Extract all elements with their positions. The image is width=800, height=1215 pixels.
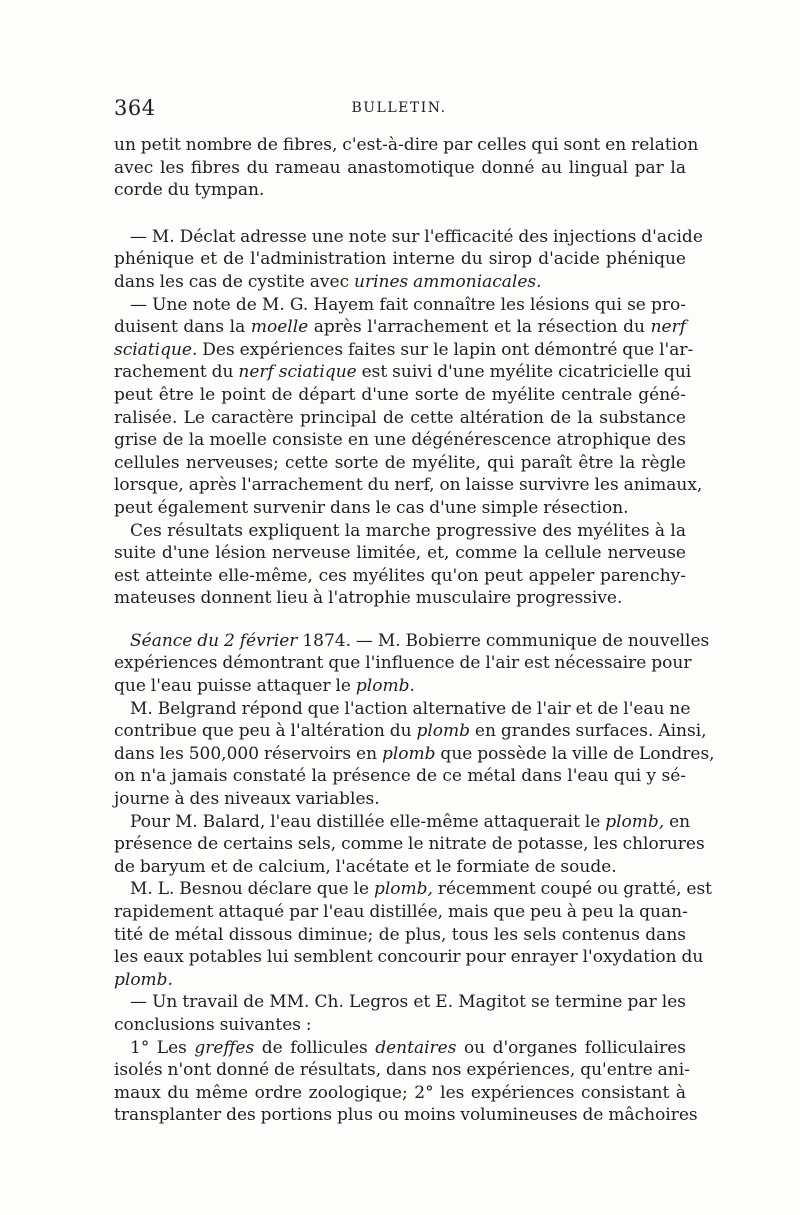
text-line: — Une note de M. G. Hayem fait connaître les lésions qui se pro- — [130, 294, 686, 315]
text-line: isolés n'ont donné de résultats, dans nos expériences, qu'entre ani- — [114, 1060, 690, 1081]
text-line: conclusions suivantes : — [114, 1014, 312, 1035]
body-text — [114, 134, 715, 1127]
text-line: peut également survenir dans le cas d'une simple résection. — [114, 497, 629, 518]
text-line: rapidement attaqué par l'eau distillée, mais que peu à peu la quan- — [114, 902, 688, 922]
italic-term: nerf sciatique — [238, 362, 357, 383]
text-line: un petit nombre de fibres, c'est-à-dire par celles qui sont en relation — [114, 135, 699, 155]
italic-term: plomb, — [373, 879, 433, 900]
page-number: 364 — [114, 96, 156, 120]
text-line: M. L. Besnou déclare que le plomb, récemment coupé ou gratté, est — [130, 879, 713, 900]
italic-term: Séance du 2 février — [130, 630, 298, 651]
text-line: est atteinte elle-même, ces myélites qu'on peut appeler parenchy- — [114, 565, 686, 586]
text-line: tité de métal dissous diminue; de plus, tous les sels contenus dans — [114, 924, 686, 945]
italic-term: plomb — [416, 721, 471, 742]
italic-term: plomb, — [605, 811, 665, 832]
text-line: expériences démontrant que l'influence de l'air est nécessaire pour — [114, 653, 692, 674]
text-line: maux du même ordre zoologique; 2° les expériences consistant à — [114, 1082, 686, 1103]
text-line: — Un travail de MM. Ch. Legros et E. Magitot se termine par les — [130, 992, 686, 1013]
text-line: dans les cas de cystite avec urines ammoniacales. — [114, 271, 542, 292]
text-line: contribue que peu à l'altération du plomb en grandes surfaces. Ainsi, — [114, 721, 707, 742]
italic-term: plomb. — [114, 969, 173, 990]
text-line: que l'eau puisse attaquer le plomb. — [114, 676, 415, 697]
page-header — [114, 96, 684, 126]
text-line: M. Belgrand répond que l'action alternative de l'air et de l'eau ne — [130, 698, 691, 719]
text-line: suite d'une lésion nerveuse limitée, et, comme la cellule nerveuse — [114, 543, 686, 564]
text-line: mateuses donnent lieu à l'atrophie musculaire progressive. — [114, 588, 623, 609]
paragraph-gap — [114, 202, 686, 226]
text-line: Ces résultats expliquent la marche progressive des myélites à la — [130, 520, 686, 541]
text-line: journe à des niveaux variables. — [114, 789, 380, 810]
text-line: sciatique. Des expériences faites sur le lapin ont démontré que l'ar- — [114, 339, 694, 360]
text-line: 1° Les greffes de follicules dentaires ou d'organes folliculaires — [130, 1037, 687, 1058]
text-line: dans les 500,000 réservoirs en plomb que possède la ville de Londres, — [114, 743, 715, 764]
text-line: les eaux potables lui semblent concourir pour enrayer l'oxydation du — [114, 947, 704, 968]
text-line: on n'a jamais constaté la présence de ce métal dans l'eau qui y sé- — [114, 766, 686, 787]
running-title: BULLETIN. — [351, 100, 447, 116]
text-line: grise de la moelle consiste en une dégénérescence atrophique des — [114, 430, 686, 451]
text-line: — M. Déclat adresse une note sur l'efficacité des injections d'acide — [130, 226, 703, 247]
italic-term: sciatique. — [114, 339, 198, 360]
paragraph-gap — [114, 610, 686, 630]
text-line: corde du tympan. — [114, 180, 265, 201]
italic-term: urines ammoniacales. — [354, 271, 542, 292]
text-line: duisent dans la moelle après l'arrachement et la résection du nerf — [114, 317, 686, 338]
italic-term: plomb — [381, 743, 436, 764]
text-line: cellules nerveuses; cette sorte de myélite, qui paraît être la règle — [114, 452, 686, 473]
italic-term: greffes — [194, 1037, 255, 1058]
text-line — [114, 969, 686, 992]
text-line: lorsque, après l'arrachement du nerf, on laisse survivre les animaux, — [114, 475, 703, 496]
text-line: rachement du nerf sciatique est suivi d'une myélite cicatricielle qui — [114, 362, 692, 383]
text-line: de baryum et de calcium, l'acétate et le formiate de soude. — [114, 856, 617, 877]
italic-term: dentaires — [375, 1037, 457, 1058]
text-line: peut être le point de départ d'une sorte de myélite centrale géné- — [114, 384, 686, 405]
text-line: Pour M. Balard, l'eau distillée elle-même attaquerait le plomb, en — [130, 811, 691, 832]
text-line: Séance du 2 février 1874. — M. Bobierre communique de nouvelles — [130, 630, 710, 651]
text-line: transplanter des portions plus ou moins volumineuses de mâchoires — [114, 1105, 698, 1126]
text-line: phénique et de l'administration interne du sirop d'acide phénique — [114, 249, 686, 270]
italic-term: plomb. — [355, 676, 415, 697]
text-line: présence de certains sels, comme le nitrate de potasse, les chlorures — [114, 834, 705, 855]
italic-term: nerf — [650, 317, 686, 338]
italic-term: moelle — [250, 317, 309, 338]
text-line: ralisée. Le caractère principal de cette altération de la substance — [114, 407, 686, 428]
text-line: avec les fibres du rameau anastomotique donné au lingual par la — [114, 157, 686, 178]
